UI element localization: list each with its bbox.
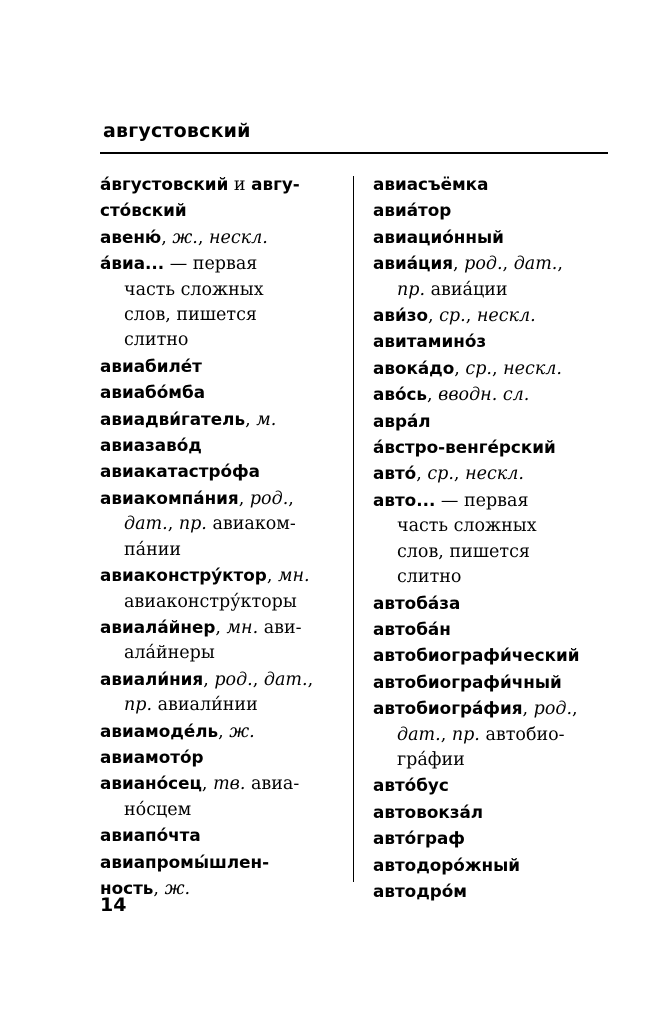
headword: авто́бус: [373, 775, 449, 796]
dictionary-line: [373, 591, 609, 617]
entry-text: ,: [440, 724, 452, 745]
dictionary-line: [100, 380, 344, 406]
dictionary-line: [373, 696, 609, 722]
header-rule: [100, 152, 608, 154]
headword: автодоро́жный: [373, 854, 521, 875]
grammar-label: м.: [256, 409, 277, 430]
entry-text: ,: [427, 306, 440, 327]
dictionary-line: [100, 719, 344, 745]
grammar-label: род.: [464, 254, 503, 275]
dictionary-line: [373, 565, 609, 590]
dictionary-line: [373, 409, 609, 435]
left-column: [100, 172, 344, 902]
entry-text: — первая: [435, 490, 529, 511]
dictionary-line: [100, 512, 344, 537]
dictionary-line: [373, 748, 609, 773]
entry-text: часть сложных: [397, 516, 537, 537]
dictionary-line: [373, 278, 609, 303]
entry-text: ала́йнеры: [124, 643, 215, 664]
grammar-label: ср.: [439, 306, 466, 327]
headword: а́вгустовский: [100, 174, 229, 194]
headword: авиазаво́д: [100, 435, 202, 456]
dictionary-line: [100, 641, 344, 666]
dictionary-line: [373, 540, 609, 565]
headword: авиапромы́шлен-: [100, 851, 270, 872]
grammar-label: дат.: [397, 724, 441, 745]
headword: авиабиле́т: [100, 355, 202, 376]
headword: авиадви́гатель: [100, 408, 246, 429]
headword: аво́сь: [373, 384, 428, 405]
entry-text: авиаком-: [206, 514, 296, 535]
entry-text: ,: [201, 774, 214, 795]
entry-text: автобио-: [479, 724, 565, 745]
entry-text: и: [228, 175, 252, 195]
dictionary-line: [373, 251, 609, 277]
grammar-label: ж.: [164, 878, 191, 899]
grammar-label: ж.: [172, 227, 198, 248]
dictionary-line: [100, 876, 344, 902]
headword: авиасъёмка: [373, 174, 489, 194]
dictionary-line: [100, 590, 344, 615]
entry-text: ,: [416, 464, 428, 485]
headword: авра́л: [373, 410, 431, 431]
headword: авиала́йнер: [100, 616, 216, 637]
entry-text: ,: [307, 669, 314, 690]
entry-text: слов, пишется: [397, 541, 530, 562]
dictionary-line: [373, 879, 609, 905]
grammar-label: дат.: [513, 254, 558, 275]
dictionary-line: [373, 329, 609, 355]
dictionary-line: [373, 723, 609, 748]
headword: авиапо́чта: [100, 825, 201, 846]
headword: авиамото́р: [100, 746, 204, 767]
grammar-label: род.: [533, 699, 573, 720]
entry-text: ,: [557, 254, 563, 275]
dictionary-line: [100, 433, 344, 459]
headword: автобиографи́ческий: [373, 645, 580, 666]
entry-text: ,: [218, 721, 230, 742]
headword: авиамоде́ль: [100, 720, 219, 741]
dictionary-line: [100, 563, 344, 589]
headword: сто́вский: [100, 200, 187, 221]
headword: авгу-: [251, 174, 300, 194]
headword: авто́: [373, 463, 417, 484]
dictionary-line: [100, 198, 344, 224]
grammar-label: ср.: [465, 358, 492, 379]
entry-text: ,: [522, 699, 534, 720]
headword: автоба́за: [373, 592, 461, 613]
headword: автобиогра́фия: [373, 698, 523, 719]
page-number: 14: [100, 894, 127, 916]
grammar-label: вводн. сл.: [438, 385, 530, 406]
headword: автодро́м: [373, 880, 468, 901]
running-head: августовский: [103, 120, 251, 142]
grammar-label: ж.: [229, 721, 255, 742]
grammar-label: нескл.: [208, 227, 268, 248]
dictionary-line: [100, 407, 344, 433]
grammar-label: пр.: [397, 279, 426, 300]
headword: авиали́ния: [100, 668, 204, 689]
grammar-label: нескл.: [465, 464, 524, 485]
grammar-label: пр.: [451, 724, 480, 745]
headword: авиакатастро́фа: [100, 461, 260, 482]
column-divider: [353, 176, 354, 882]
entry-text: слов, пишется: [124, 305, 257, 326]
headword: авока́до: [373, 357, 455, 378]
dictionary-line: [100, 278, 344, 303]
entry-text: па́нии: [124, 539, 182, 560]
dictionary-line: [373, 488, 609, 514]
headword: авиа́тор: [373, 200, 452, 221]
headword: авиано́сец: [100, 773, 202, 794]
dictionary-line: [373, 435, 609, 461]
entry-text: ,: [215, 617, 227, 638]
headword: а́виа...: [100, 253, 165, 274]
entry-text: ,: [288, 488, 294, 509]
dictionary-line: [373, 225, 609, 251]
entry-text: — первая: [164, 254, 258, 275]
dictionary-line: [373, 198, 609, 224]
dictionary-line: [100, 850, 344, 876]
dictionary-line: [373, 773, 609, 799]
entry-text: ,: [266, 566, 278, 587]
dictionary-line: [100, 328, 344, 353]
dictionary-line: [100, 251, 344, 277]
headword: авиаконстру́ктор: [100, 565, 267, 586]
grammar-label: род.: [214, 669, 253, 690]
entry-text: ,: [238, 488, 250, 509]
grammar-label: пр.: [178, 514, 207, 535]
headword: автоба́н: [373, 618, 451, 639]
grammar-label: дат.: [263, 669, 308, 690]
entry-text: авиаконстру́кторы: [124, 591, 297, 612]
dictionary-line: [373, 356, 609, 382]
dictionary-line: [373, 514, 609, 539]
headword: авитамино́з: [373, 331, 487, 352]
grammar-label: род.: [249, 488, 289, 509]
entry-text: но́сцем: [124, 799, 192, 820]
entry-text: ,: [203, 669, 215, 690]
dictionary-line: [100, 303, 344, 328]
headword: ность: [100, 877, 154, 898]
dictionary-line: [100, 615, 344, 641]
entry-text: ,: [167, 514, 179, 535]
entry-text: слитно: [397, 567, 462, 588]
grammar-label: нескл.: [503, 358, 562, 379]
entry-text: ,: [153, 878, 165, 899]
dictionary-line: [373, 853, 609, 879]
dictionary-line: [100, 693, 344, 718]
dictionary-line: [100, 354, 344, 380]
entry-text: ,: [572, 699, 578, 720]
dictionary-line: [373, 172, 609, 198]
entry-text: слитно: [124, 330, 189, 351]
entry-text: ,: [502, 254, 514, 275]
dictionary-line: [100, 745, 344, 771]
headword: автовокза́л: [373, 801, 484, 822]
dictionary-line: [100, 771, 344, 797]
entry-text: авиа́ции: [425, 279, 508, 300]
dictionary-line: [373, 826, 609, 852]
entry-text: ,: [245, 409, 257, 430]
entry-text: ,: [197, 227, 209, 248]
dictionary-line: [100, 538, 344, 563]
entry-text: ,: [492, 358, 504, 379]
dictionary-line: [373, 670, 609, 696]
entry-text: ави-: [258, 617, 302, 638]
dictionary-line: [100, 667, 344, 693]
dictionary-line: [373, 643, 609, 669]
entry-text: ,: [252, 669, 264, 690]
headword: авто...: [373, 489, 436, 510]
headword: авиабо́мба: [100, 382, 206, 403]
dictionary-line: [373, 617, 609, 643]
grammar-label: дат.: [124, 514, 168, 535]
grammar-label: мн.: [226, 617, 259, 638]
grammar-label: тв.: [213, 774, 246, 795]
entry-text: часть сложных: [124, 279, 264, 300]
dictionary-line: [100, 225, 344, 251]
entry-text: авиа-: [245, 774, 300, 795]
entry-text: гра́фии: [397, 749, 465, 770]
dictionary-line: [100, 798, 344, 823]
entry-text: авиали́нии: [152, 695, 258, 716]
grammar-label: ср.: [427, 464, 454, 485]
dictionary-line: [373, 382, 609, 408]
dictionary-line: [373, 303, 609, 329]
headword: авиацио́нный: [373, 226, 504, 247]
dictionary-line: [373, 800, 609, 826]
entry-text: ,: [453, 464, 466, 485]
dictionary-line: [100, 459, 344, 485]
dictionary-line: [100, 172, 344, 198]
grammar-label: пр.: [124, 695, 153, 716]
headword: авиа́ция: [373, 253, 453, 274]
entry-text: ,: [465, 306, 477, 327]
entry-text: ,: [427, 385, 439, 406]
headword: авто́граф: [373, 828, 465, 849]
entry-text: ,: [161, 227, 173, 248]
dictionary-line: [100, 823, 344, 849]
headword: автобиографи́чный: [373, 671, 562, 692]
grammar-label: мн.: [277, 566, 310, 587]
dictionary-line: [373, 461, 609, 487]
entry-text: ,: [454, 358, 466, 379]
entry-text: ,: [453, 254, 465, 275]
dictionary-line: [100, 486, 344, 512]
right-column: [373, 172, 609, 905]
headword: а́встро-венге́рский: [373, 437, 556, 458]
headword: авиакомпа́ния: [100, 487, 239, 508]
headword: ави́зо: [373, 305, 428, 326]
headword: авеню́: [100, 226, 162, 247]
grammar-label: нескл.: [476, 306, 536, 327]
